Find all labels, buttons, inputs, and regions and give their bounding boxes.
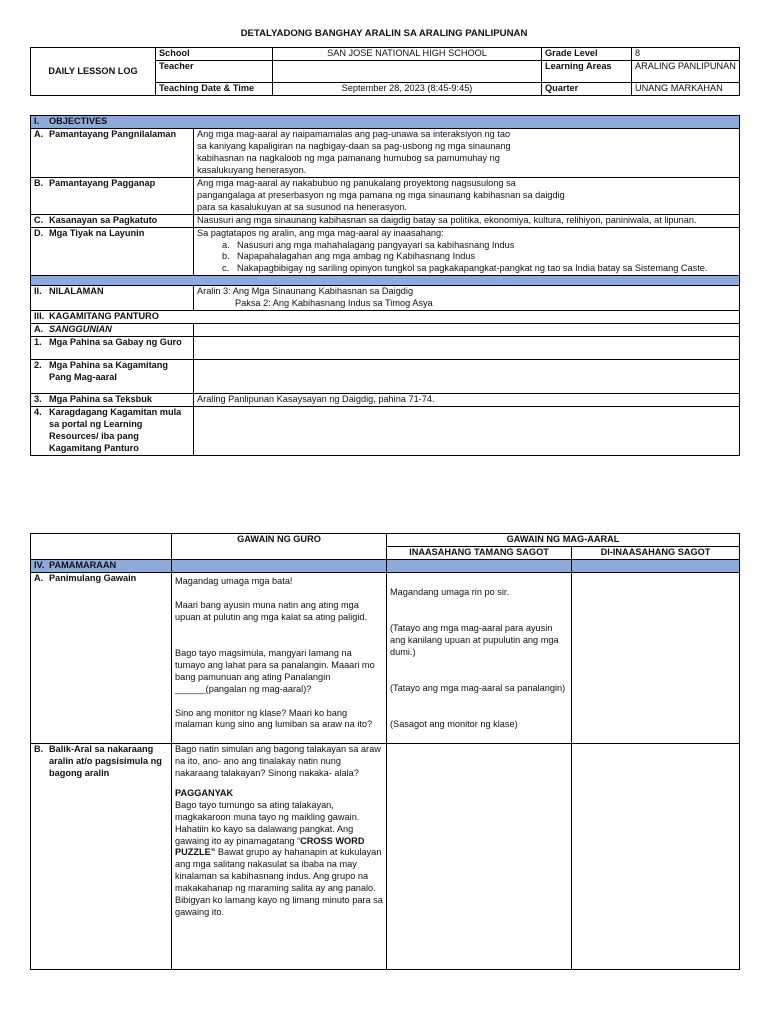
content-text: Aralin 3: Ang Mga Sinaunang Kabihasnan sa Daigdig Paksa 2: Ang Kabihasnang Indus sa Timog Asya bbox=[194, 286, 740, 311]
procedure-heading-cell bbox=[572, 559, 740, 572]
review-teacher-text: Bago natin simulan ang bagong talakayan sa araw na ito, ano- ano ang tinalakay natin nung nakaraang talakayan? Sinong nakaka- alala? PAGGANYAK Bago tayo tumungo sa ating talakayan, magkakaroon muna tayo ng maikling gawain. Hahatiin ko kayo sa dalawang pangkat. Ang gawaing ito ay pinamagatang “CROSS WORD PUZZLE” Bawat grupo ay hahanapin at kukulayan ang mga salitang nakasulat sa ibaba na may kinalaman sa kabihasnang indus. Ang grupo na makakahanap ng maraming salita ay ang panalo. Bibigyan ko lamang kayo ng limang minuto para sa gawaing ito. bbox=[172, 743, 387, 969]
teacher-guide-pages-value bbox=[194, 337, 740, 360]
student-activity-header: GAWAIN NG MAG-AARAL bbox=[387, 534, 740, 547]
learner-materials-pages-value bbox=[194, 360, 740, 394]
procedure-heading-cell bbox=[172, 559, 387, 572]
daily-lesson-log-header bbox=[30, 47, 740, 96]
grade-level-label: Grade Level bbox=[542, 48, 632, 61]
motivation-heading: PAGGANYAK bbox=[175, 787, 234, 798]
grade-level-value: 8 bbox=[632, 48, 740, 61]
school-label: School bbox=[156, 48, 273, 61]
procedure-corner-cell bbox=[31, 534, 172, 560]
content-label: II. NILALAMAN bbox=[31, 286, 194, 311]
teacher-label: Teacher bbox=[156, 61, 273, 83]
teacher-guide-pages-label: 1. Mga Pahina sa Gabay ng Guro bbox=[31, 337, 194, 360]
section-divider bbox=[31, 276, 740, 286]
preliminary-unexpected-answers bbox=[572, 572, 740, 743]
expected-answer-header: INAASAHANG TAMANG SAGOT bbox=[387, 546, 572, 559]
preliminary-expected-answers: Magandang umaga rin po sir. (Tatayo ang mga mag-aaral para ayusin ang kanilang upuan at pupulutin ang mga dumi.) (Tatayo ang mga mag-aaral sa panalangin) (Sasagot ang monitor ng klase) bbox=[387, 572, 572, 743]
content-standard-text: Ang mga mag-aaral ay naipamamalas ang pag-unawa sa interaksiyon ng tao sa kaniyang kapaligiran na nagbigay-daan sa pag-usbong ng mga sinaunang kabihasnan na nagkaloob ng mga pamanang humubog sa pamumuhay ng kasalukuyang henerasyon. bbox=[194, 128, 740, 177]
specific-objectives-text: Sa pagtatapos ng aralin, ang mga mag-aaral ay inaasahang: a. Nasusuri ang mga mahahalagang pangyayari sa kabihasnang Indus b. Napapahalagahan ang mga ambag ng Kabihasnang Indus c. Nakapagbibigay ng sariling opinyon tungkol sa pagkakapangkat-pangkat ng tao sa India batay sa Sistemang Caste. bbox=[194, 227, 740, 276]
review-label: B. Balik-Aral sa nakaraang aralin at/o pagsisimula ng bagong aralin bbox=[31, 743, 172, 969]
learning-areas-label: Learning Areas bbox=[542, 61, 632, 83]
additional-materials-label: 4. Karagdagang Kagamitan mula sa portal ng Learning Resources/ iba pang Kagamitang Panturo bbox=[31, 407, 194, 456]
content-standard-label: A. Pamantayang Pangnilalaman bbox=[31, 128, 194, 177]
textbook-pages-label: 3. Mga Pahina sa Teksbuk bbox=[31, 394, 194, 407]
unexpected-answer-header: DI-INAASAHANG SAGOT bbox=[572, 546, 740, 559]
objectives-heading: I. OBJECTIVES bbox=[31, 116, 740, 129]
procedure-heading-cell bbox=[387, 559, 572, 572]
quarter-value: UNANG MARKAHAN bbox=[632, 83, 740, 96]
performance-standard-label: B. Pamantayang Pagganap bbox=[31, 177, 194, 214]
textbook-pages-value: Araling Panlipunan Kasaysayan ng Daigdig, pahina 71-74. bbox=[194, 394, 740, 407]
additional-materials-value bbox=[194, 407, 740, 456]
learning-competency-text: Nasusuri ang mga sinaunang kabihasnan sa daigdig batay sa politika, ekonomiya, kultura, relihiyon, paniniwala, at lipunan. bbox=[194, 214, 740, 227]
teaching-date-value: September 28, 2023 (8:45-9:45) bbox=[273, 83, 542, 96]
teacher-activity-header: GAWAIN NG GURO bbox=[172, 534, 387, 560]
review-expected-answers bbox=[387, 743, 572, 969]
references-label: A. SANGGUNIAN bbox=[31, 324, 194, 337]
school-value: SAN JOSE NATIONAL HIGH SCHOOL bbox=[273, 48, 542, 61]
learner-materials-pages-label: 2. Mga Pahina sa Kagamitang Pang Mag-aaral bbox=[31, 360, 194, 394]
teacher-value bbox=[273, 61, 542, 83]
preliminary-activity-label: A. Panimulang Gawain bbox=[31, 572, 172, 743]
performance-standard-text: Ang mga mag-aaral ay nakabubuo ng panukalang proyektong nagsusulong sa pangangalaga at preserbasyon ng mga pamana ng mga sinaunang kabihasnan sa daigdig para sa kasalukuyan at sa susunod na henerasyon. bbox=[194, 177, 740, 214]
daily-lesson-log-label: DAILY LESSON LOG bbox=[31, 48, 156, 96]
learning-competency-label: C. Kasanayan sa Pagkatuto bbox=[31, 214, 194, 227]
review-unexpected-answers bbox=[572, 743, 740, 969]
references-value bbox=[194, 324, 740, 337]
preliminary-teacher-text: Magandag umaga mga bata! Maari bang ayusin muna natin ang ating mga upuan at pulutin ang mga kalat sa ating paligid. Bago tayo magsimula, mangyari lamang na tumayo ang lahat para sa panalangin. Maaari mo bang pamunuan ang ating Panalangin ______(pangalan ng mag-aaral)? Sino ang monitor ng klase? Maari ko bang malaman kung sino ang lumiban sa araw na ito? bbox=[172, 572, 387, 743]
lesson-plan-table bbox=[30, 115, 740, 456]
page-title: DETALYADONG BANGHAY ARALIN SA ARALING PANLIPUNAN bbox=[240, 28, 528, 39]
specific-objectives-label: D. Mga Tiyak na Layunin bbox=[31, 227, 194, 276]
learning-areas-value: ARALING PANLIPUNAN bbox=[632, 61, 740, 83]
teaching-date-label: Teaching Date & Time bbox=[156, 83, 273, 96]
procedure-table bbox=[30, 533, 740, 970]
procedure-heading: IV. PAMAMARAAN bbox=[31, 559, 172, 572]
learning-resources-heading: III. KAGAMITANG PANTURO bbox=[31, 311, 740, 324]
quarter-label: Quarter bbox=[542, 83, 632, 96]
